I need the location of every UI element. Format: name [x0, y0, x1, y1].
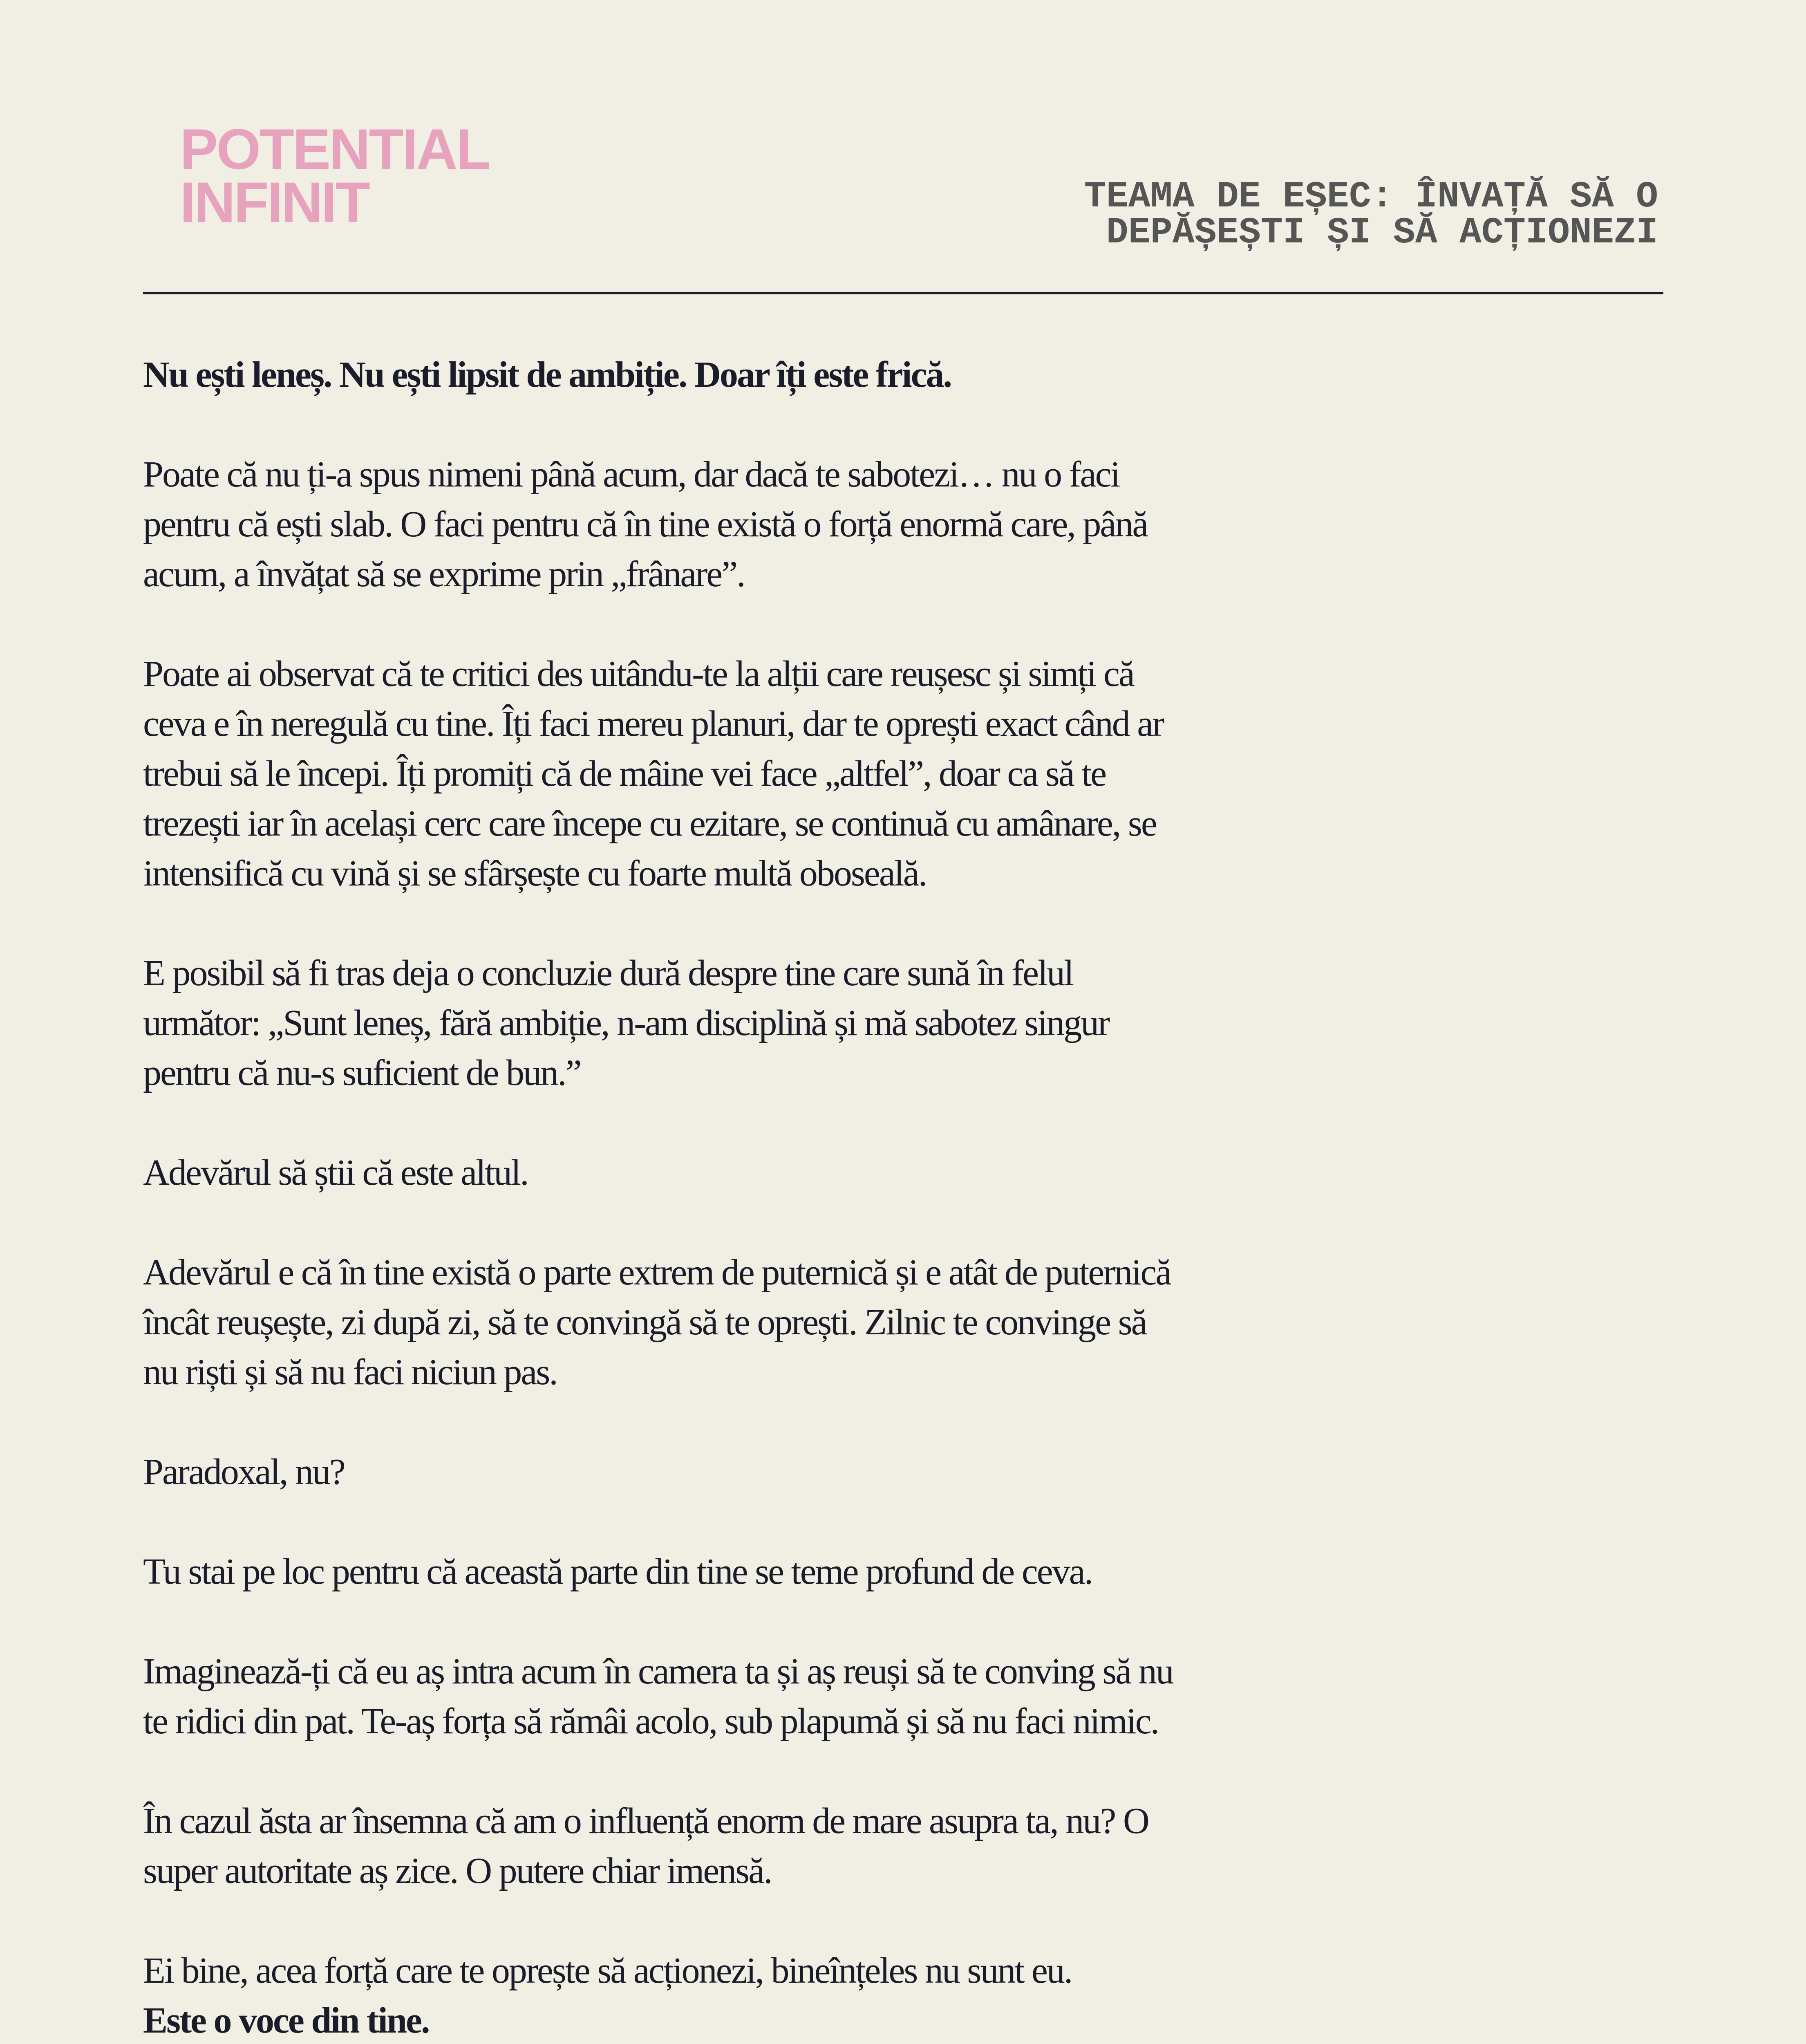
closing-text: Ei bine, acea forță care te oprește să acționezi, bineînțeles nu sunt eu. [143, 1950, 1072, 1991]
paragraph-7: Tu stai pe loc pentru că această parte din tine se teme profund de ceva. [143, 1551, 1092, 1592]
article-body [143, 350, 1173, 2044]
document-title: TEAMA DE EȘEC: ÎNVAȚĂ SĂ O DEPĂȘEȘTI ȘI SĂ ACȚIONEZI [1084, 176, 1658, 254]
logo-line-1: POTENTIAL [180, 117, 490, 181]
paragraph-6: Paradoxal, nu? [143, 1452, 345, 1492]
paragraph-1: Poate că nu ți-a spus nimeni până acum, dar dacă te sabotezi… nu o faci pentru că ești slab. O faci pentru că în tine există o forță enormă care, până acum, a învățat să se exprime prin „frânare”. [143, 454, 1148, 594]
closing-bold-text: Este o voce din tine. [143, 2000, 429, 2041]
paragraph-4: Adevărul să știi că este altul. [143, 1152, 528, 1193]
header-divider [143, 292, 1663, 294]
logo-line-2: INFINIT [180, 170, 369, 234]
closing-paragraph [143, 1946, 1173, 2044]
paragraph-8: Imaginează-ți că eu aș intra acum în camera ta și aș reuși să te conving să nu te ridici din pat. Te-aș forța să rămâi acolo, sub plapumă și să nu faci nimic. [143, 1651, 1173, 1741]
paragraph-2: Poate ai observat că te critici des uitându-te la alții care reușesc și simți că ceva e în neregulă cu tine. Îți faci mereu planuri, dar te oprești exact când ar trebui să le începi. Îți promiți că de mâine vei face „altfel”, doar ca să te trezești iar în același cerc care începe cu ezitare, se continuă cu amânare, se intensifică cu vină și se sfârșește cu foarte multă oboseală. [143, 654, 1164, 894]
intro-statement: Nu ești leneș. Nu ești lipsit de ambiție. Doar îți este frică. [143, 354, 951, 395]
paragraph-3: E posibil să fi tras deja o concluzie dură despre tine care sună în felul următor: „Sunt leneș, fără ambiție, n-am disciplină și mă sabotez singur pentru că nu-s suficient de bun.” [143, 953, 1109, 1093]
paragraph-9: În cazul ăsta ar însemna că am o influență enorm de mare asupra ta, nu? O super autoritate aș zice. O putere chiar imensă. [143, 1801, 1148, 1891]
brand-logo [180, 117, 490, 234]
paragraph-5: Adevărul e că în tine există o parte extrem de puternică și e atât de puternică încât reușește, zi după zi, să te convingă să te oprești. Zilnic te convinge să nu riști și să nu faci niciun pas. [143, 1252, 1171, 1392]
